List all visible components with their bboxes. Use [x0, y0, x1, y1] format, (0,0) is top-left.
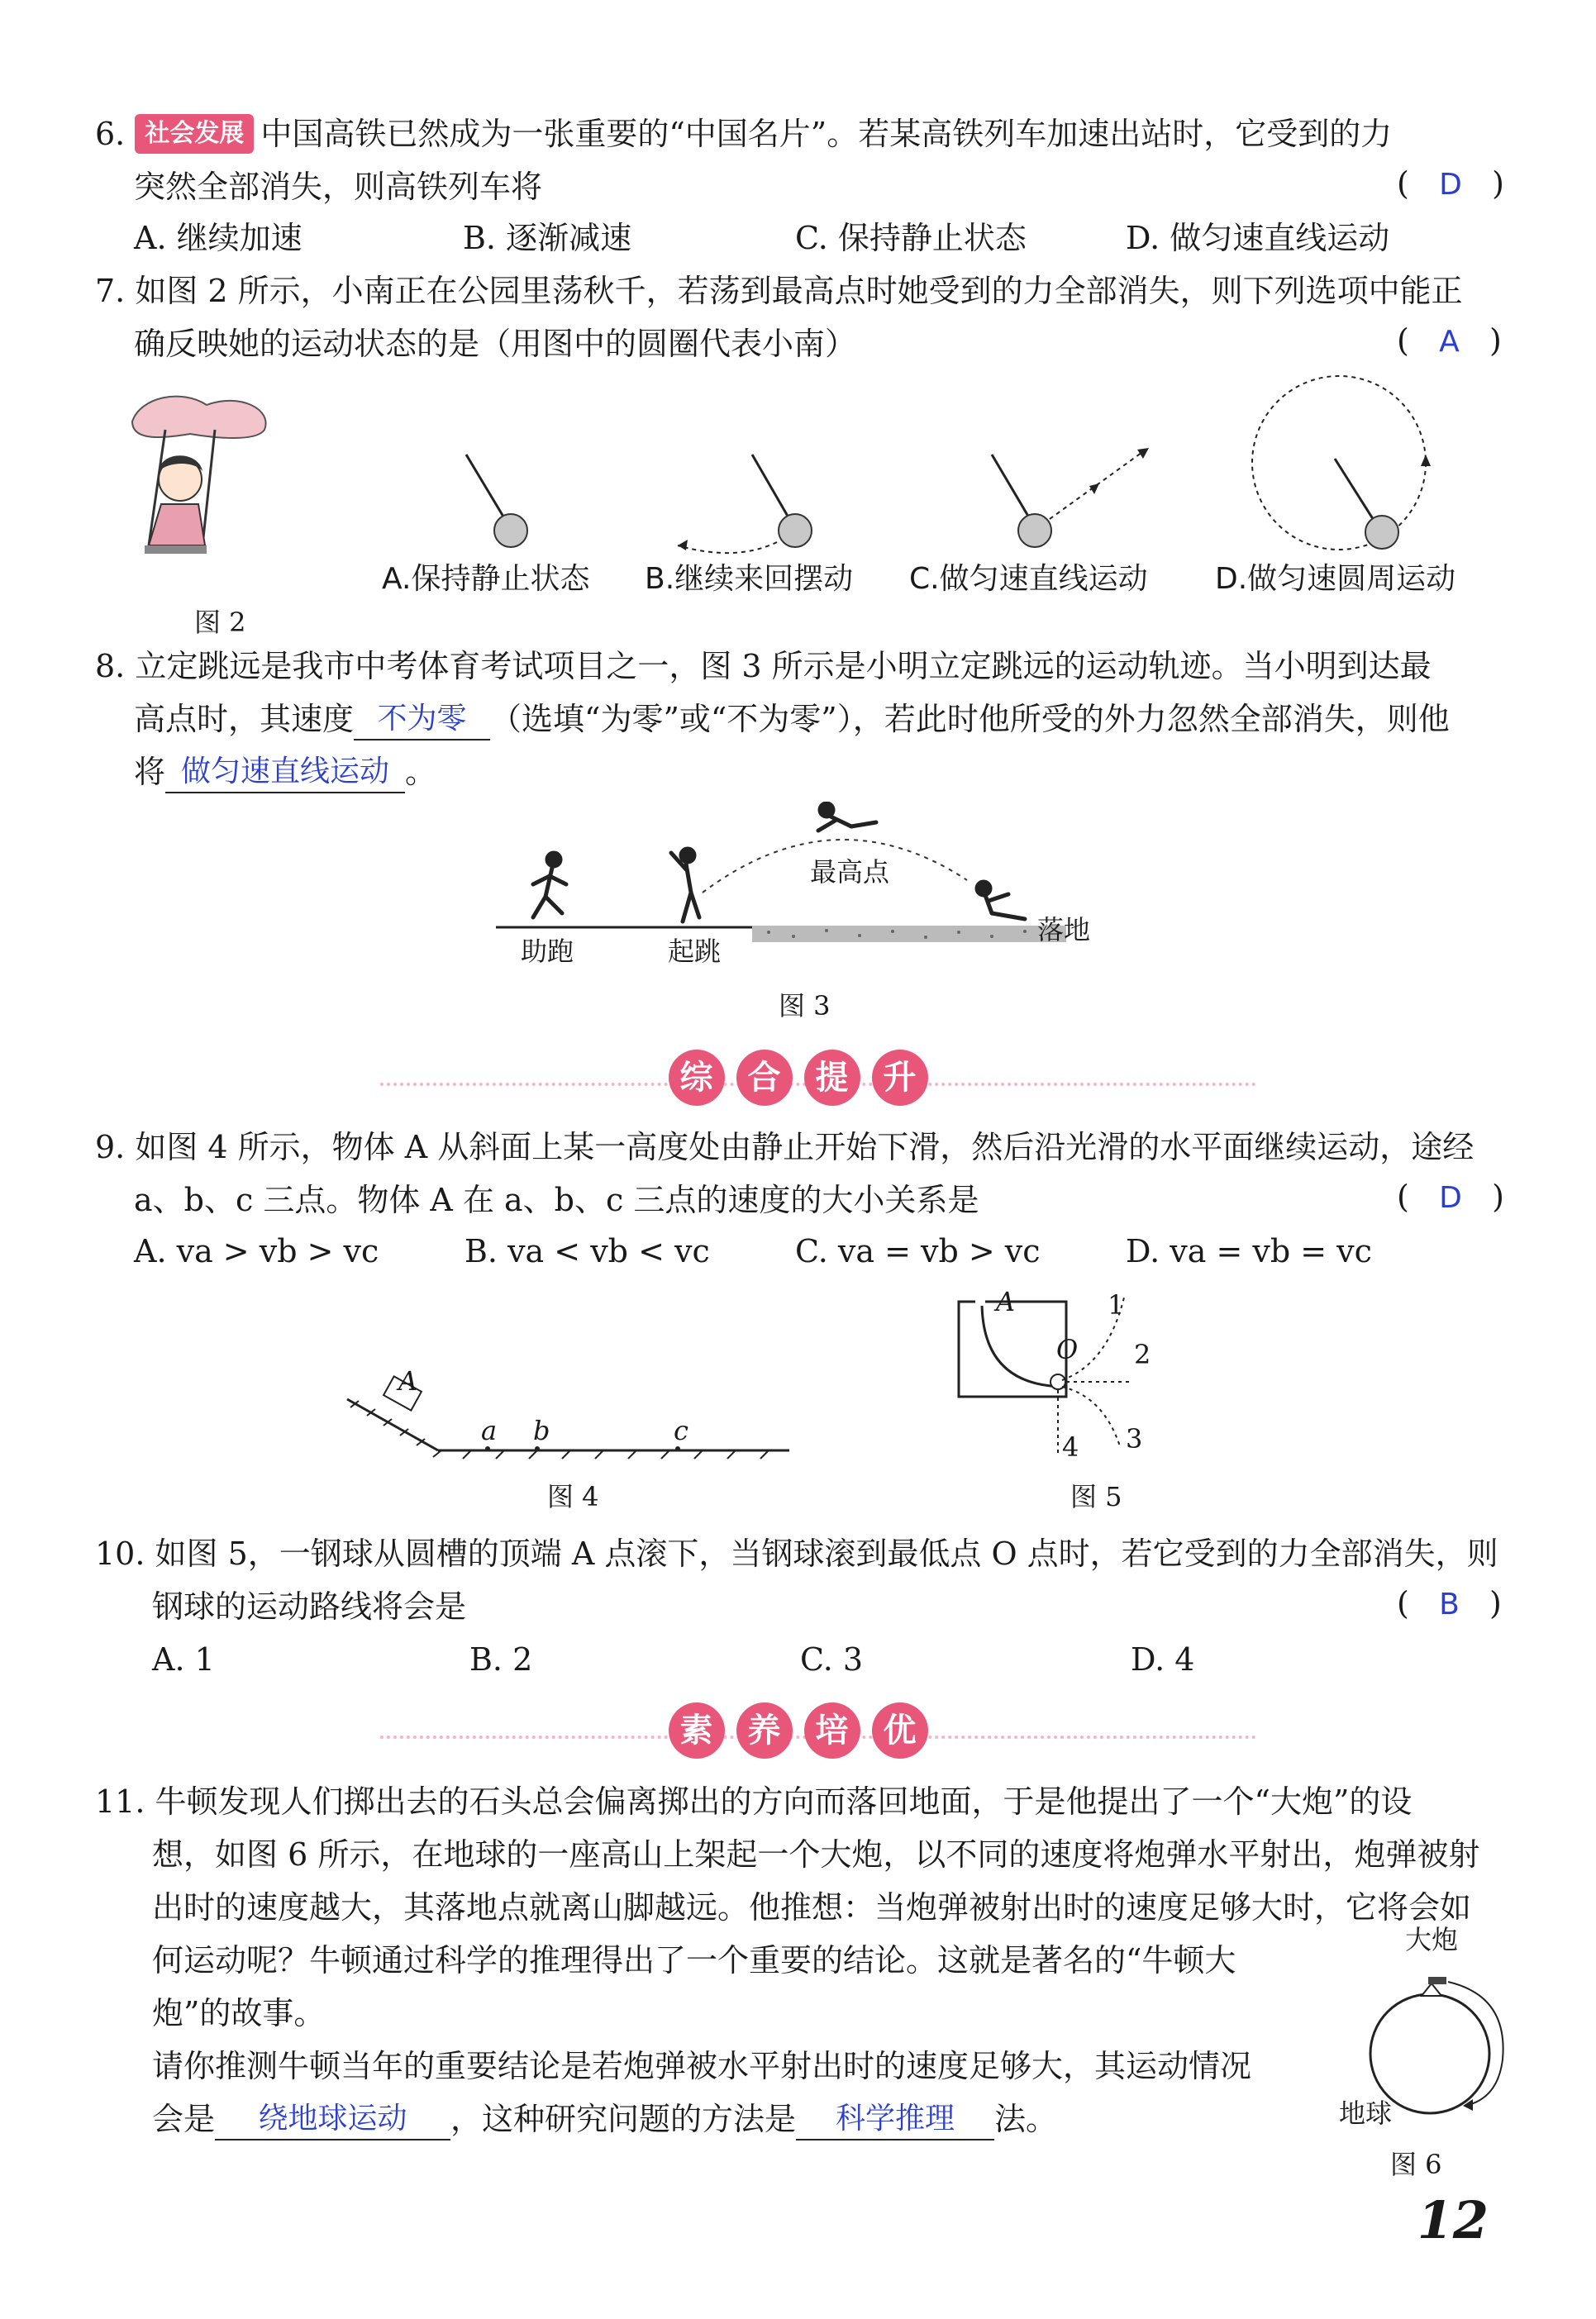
q9-option-c: C. va = vb > vc — [795, 1233, 1041, 1269]
category-tag: 社会发展 — [135, 114, 254, 154]
fig2-option-d-diagram — [1240, 372, 1438, 562]
q6-answer: D — [1439, 168, 1462, 202]
section-heading-excellence: 素 养 培 优 — [0, 1702, 1596, 1769]
q9-option-d: D. va = vb = vc — [1126, 1233, 1372, 1269]
q9-answer: D — [1439, 1181, 1462, 1215]
fig3-caption: 图 3 — [779, 990, 831, 1021]
q8-line1: 8. 立定跳远是我市中考体育考试项目之一，图 3 所示是小明立定跳远的运动轨迹。当小明到达最 — [95, 648, 1432, 684]
fig2-option-c-diagram — [975, 438, 1165, 562]
q11-blank1: 绕地球运动 — [215, 2099, 450, 2140]
fig5-label-1: 1 — [1108, 1289, 1125, 1321]
fig4-label-c: c — [674, 1415, 688, 1446]
q11-line7: 会是 绕地球运动 ，这种研究问题的方法是 科学推理 法。 — [152, 2094, 1057, 2144]
fig6-label-earth: 地球 — [1339, 2098, 1393, 2129]
q7-line2: 确反映她的运动状态的是（用图中的圆圈代表小南） — [134, 326, 857, 362]
fig4-caption: 图 4 — [547, 1481, 599, 1512]
q11-line5: 炮”的故事。 — [152, 1995, 326, 2031]
q11-line6: 请你推测牛顿当年的重要结论是若炮弹被水平射出时的速度足够大，其运动情况 — [152, 2048, 1252, 2084]
q7-answer: A — [1439, 325, 1460, 359]
q6-option-a: A. 继续加速 — [134, 220, 303, 256]
fig5-caption: 图 5 — [1070, 1481, 1122, 1512]
q9-answer-paren: ( D ) — [1397, 1179, 1504, 1215]
q6-line2: 突然全部消失，则高铁列车将 — [134, 169, 543, 205]
q10-option-a: A. 1 — [152, 1641, 215, 1678]
q10-option-d: D. 4 — [1131, 1641, 1195, 1678]
q6-option-b: B. 逐渐减速 — [463, 220, 632, 256]
q9-line2: a、b、c 三点。物体 A 在 a、b、c 三点的速度的大小关系是 — [134, 1182, 979, 1218]
fig5-label-3: 3 — [1126, 1423, 1143, 1455]
fig6-label-cannon: 大炮 — [1405, 1924, 1459, 1955]
q11-line4: 何运动呢？牛顿通过科学的推理得出了一个重要的结论。这就是著名的“牛顿大 — [152, 1942, 1236, 1979]
q10-answer: B — [1439, 1588, 1460, 1621]
q10-answer-paren: ( B ) — [1397, 1585, 1502, 1621]
fig3-label-run: 助跑 — [521, 936, 574, 967]
fig6-caption: 图 6 — [1390, 2149, 1442, 2180]
q9-option-b: B. va < vb < vc — [465, 1233, 710, 1269]
q11-blank2: 科学推理 — [796, 2099, 994, 2140]
fig5-label-4: 4 — [1062, 1431, 1079, 1463]
fig4-label-A: A — [398, 1365, 418, 1397]
q10-line1: 10. 如图 5，一钢球从圆槽的顶端 A 点滚下，当钢球滚到最低点 O 点时，若它受到的力全部消失，则 — [95, 1536, 1498, 1572]
fig2-option-a-diagram — [446, 446, 537, 554]
fig5-label-A: A — [996, 1286, 1016, 1317]
fig2-option-d-label: D.做匀速圆周运动 — [1215, 562, 1456, 596]
q8-blank1: 不为零 — [354, 699, 490, 740]
q10-option-b: B. 2 — [469, 1641, 533, 1678]
q6-option-d: D. 做匀速直线运动 — [1126, 220, 1390, 256]
q9-line1: 9. 如图 4 所示，物体 A 从斜面上某一高度处由静止开始下滑，然后沿光滑的水平面继续运动，途经 — [95, 1129, 1475, 1165]
fig2-caption: 图 2 — [194, 607, 246, 638]
q8-line3: 将 做匀速直线运动 。 — [134, 747, 436, 797]
fig3-label-landing: 落地 — [1037, 914, 1091, 945]
fig2-option-c-label: C.做匀速直线运动 — [909, 562, 1148, 596]
fig3-label-takeoff: 起跳 — [668, 936, 722, 967]
q7-answer-paren: ( A ) — [1397, 322, 1502, 359]
fig4-label-b: b — [533, 1415, 550, 1446]
q9-option-a: A. va > vb > vc — [134, 1233, 379, 1269]
q6-option-c: C. 保持静止状态 — [795, 220, 1027, 256]
swing-girl-illustration — [116, 388, 281, 579]
fig4-label-a: a — [481, 1415, 498, 1446]
q11-line1: 11. 牛顿发现人们掷出去的石头总会偏离掷出的方向而落回地面，于是他提出了一个“大炮”的设 — [95, 1783, 1413, 1820]
page-number: 12 — [1417, 2190, 1489, 2250]
fig2-option-b-diagram — [661, 446, 843, 562]
q8-blank2: 做匀速直线运动 — [165, 752, 405, 793]
q10-option-c: C. 3 — [800, 1641, 864, 1678]
q6-line1: 6. 社会发展 中国高铁已然成为一张重要的“中国名片”。若某高铁列车加速出站时，它受到的力 — [95, 116, 1393, 152]
fig5-label-O: O — [1056, 1334, 1079, 1365]
fig5-label-2: 2 — [1134, 1339, 1151, 1370]
fig2-option-b-label: B.继续来回摆动 — [645, 562, 854, 596]
q8-line2: 高点时，其速度 不为零 （选填“为零”或“不为零”），若此时他所受的外力忽然全部消失，则他 — [134, 694, 1450, 744]
q6-answer-paren: ( D ) — [1397, 165, 1504, 202]
q7-line1: 7. 如图 2 所示，小南正在公园里荡秋千，若荡到最高点时她受到的力全部消失，则下列选项中能正 — [95, 273, 1463, 309]
q11-line2: 想，如图 6 所示，在地球的一座高山上架起一个大炮，以不同的速度将炮弹水平射出，炮弹被射 — [152, 1836, 1480, 1873]
fig2-option-a-label: A.保持静止状态 — [382, 562, 590, 596]
q11-line3: 出时的速度越大，其落地点就离山脚越远。他推想：当炮弹被射出时的速度足够大时，它将会如 — [152, 1889, 1472, 1926]
fig3-label-highest: 最高点 — [810, 856, 890, 888]
q10-line2: 钢球的运动路线将会是 — [152, 1588, 467, 1625]
section-heading-comprehensive: 综 合 提 升 — [0, 1050, 1596, 1116]
